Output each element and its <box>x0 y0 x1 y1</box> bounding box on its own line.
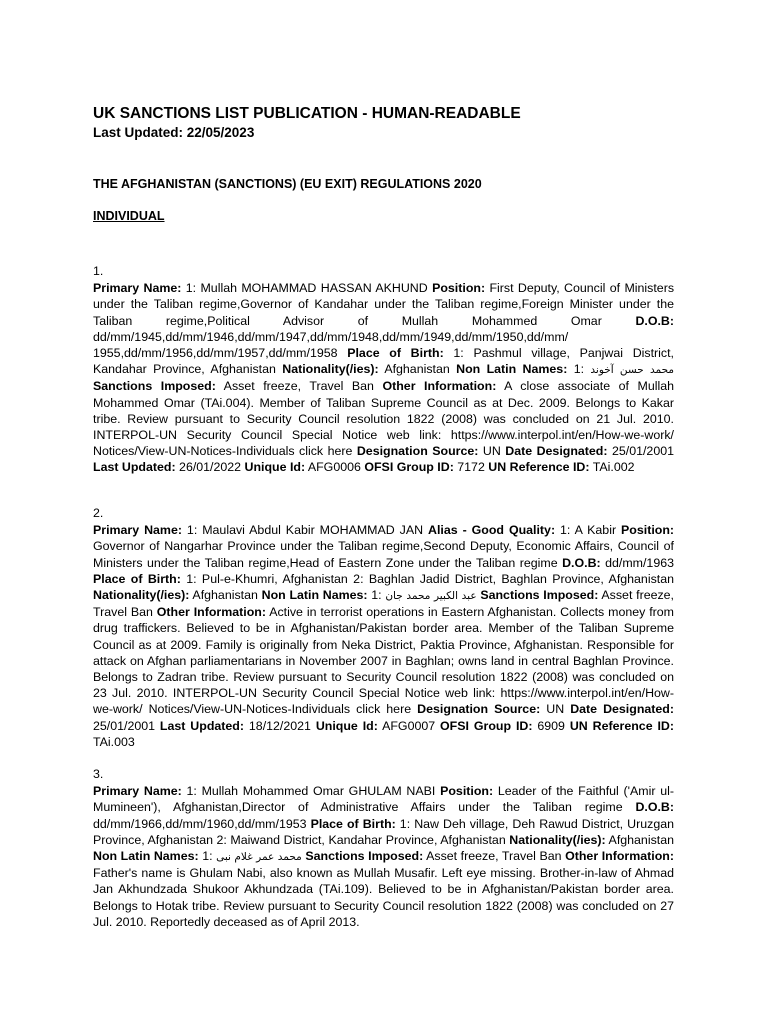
field-value: dd/mm/1966,dd/mm/1960,dd/mm/1953 <box>93 816 311 831</box>
field-label: Place of Birth: <box>310 816 396 831</box>
field-value: UN <box>540 702 571 717</box>
field-label: Date Designated: <box>505 444 608 459</box>
field-label: Primary Name: <box>93 784 182 799</box>
field-label: Sanctions Imposed: <box>480 588 599 603</box>
field-label: Other Information: <box>382 379 497 394</box>
field-value: First Deputy, Council of Ministers under the Taliban regime,Governor of Kandahar under the Taliban regime,Foreign Minister under the Taliban regime,Political Advisor of Mullah Mohammed Omar <box>93 281 675 328</box>
field-value: 26/01/2022 <box>175 460 245 475</box>
field-value: Afghanistan <box>605 832 674 847</box>
field-value: 1: <box>567 362 591 377</box>
field-value: Afghanistan <box>189 588 262 603</box>
field-value: 1: <box>367 588 386 603</box>
field-value: 25/01/2001 <box>93 718 160 733</box>
field-value: A close associate of Mullah Mohammed Omar (TAi.004). Member of Taliban Supreme Council as at Dec. 2009. Belongs to Kakar tribe. Review pursuant to Security Council resolution 1822 (2008) was concluded on 21 Jul. 2010. INTERPOL-UN Security Council Special Notice web link: https://www.interpol.int/en/How-we-work/ Notices/View-UN-Notices-Individuals click here <box>93 379 674 459</box>
field-label: Sanctions Imposed: <box>93 379 216 394</box>
field-value: 1: Mullah Mohammed Omar GHULAM NABI <box>181 784 441 799</box>
field-value: 1: Maulavi Abdul Kabir MOHAMMAD JAN <box>181 523 429 538</box>
entry-1 <box>93 263 674 476</box>
field-value: Active in terrorist operations in Eastern Afghanistan. Collects money from drug traffickers. Believed to be in Afghanistan/Pakistan border area. Member of the Taliban Supreme Council as at 2009. Family is originally from Neka District, Paktia Province, Afghanistan. Responsible for attack on Afghan parliamentarians in November 2007 in Baghlan; owns land in central Baghlan Province. Belongs to Zadran tribe. Review pursuant to Security Council resolution 1822 (2008) was concluded on 23 Jul. 2010. INTERPOL-UN Security Council Special Notice web link: https://www.interpol.int/en/How-we-work/ Notices/View-UN-Notices-Individuals click here <box>93 605 674 717</box>
field-value: 1: Mullah MOHAMMAD HASSAN AKHUND <box>181 281 433 296</box>
field-value: 1: Pul-e-Khumri, Afghanistan 2: Baghlan Jadid District, Baghlan Province, Afghanistan <box>180 571 674 586</box>
field-label: Designation Source: <box>356 444 479 459</box>
entry-body <box>93 783 674 930</box>
entry-body <box>93 280 674 475</box>
field-label: Position: <box>440 784 494 799</box>
field-label: Unique Id: <box>244 460 306 475</box>
field-value: dd/mm/1963 <box>600 555 674 570</box>
field-value: dd/mm/1945,dd/mm/1946,dd/mm/1947,dd/mm/1948,dd/mm/1949,dd/mm/1950,dd/mm/ 1955,dd/mm/1956,dd/mm/1957,dd/mm/1958 <box>93 329 569 361</box>
field-label: Nationality(/ies): <box>93 588 190 603</box>
non-latin-name: محمد حسن آخوند <box>590 364 675 377</box>
field-label: UN Reference ID: <box>569 718 675 733</box>
field-label: Non Latin Names: <box>456 362 568 377</box>
field-label: D.O.B: <box>635 800 674 815</box>
field-label: OFSI Group ID: <box>364 460 454 475</box>
section-heading: INDIVIDUAL <box>93 209 165 223</box>
field-value: Governor of Nangarhar Province under the Taliban regime,Second Deputy, Economic Affairs, Council of Ministers under the Taliban regime,Head of Eastern Zone under the Taliban regime <box>93 539 674 570</box>
field-label: Non Latin Names: <box>93 849 199 864</box>
field-label: Alias - Good Quality: <box>428 523 556 538</box>
field-label: Last Updated: <box>159 718 244 733</box>
field-value: Asset freeze, Travel Ban <box>423 849 566 864</box>
field-label: Primary Name: <box>93 281 182 296</box>
entry-number: 3. <box>93 767 104 781</box>
field-label: Place of Birth: <box>93 571 181 586</box>
field-label: Other Information: <box>156 605 266 620</box>
field-label: Place of Birth: <box>347 346 444 361</box>
field-label: Position: <box>621 523 675 538</box>
field-value: 1: Naw Deh village, Deh Rawud District, Uruzgan Province, Afghanistan 2: Maiwand District, Kandahar Province, Afghanistan <box>93 816 674 847</box>
field-value: TAi.003 <box>93 734 135 749</box>
field-value: 18/12/2021 <box>244 718 316 733</box>
field-value: 1: <box>198 849 217 864</box>
field-value: Asset freeze, Travel Ban <box>215 379 383 394</box>
field-label: Sanctions Imposed: <box>305 849 424 864</box>
field-value: 7172 <box>453 460 489 475</box>
field-value: Afghanistan <box>378 362 457 377</box>
field-label: Position: <box>432 281 486 296</box>
entry-number: 2. <box>93 506 104 520</box>
field-value: Father's name is Ghulam Nabi, also known as Mullah Musafir. Left eye missing. Brother-in-law of Ahmad Jan Akhundzada Shukoor Akhundzada (TAi.109). Believed to be in Afghanistan/Pakistan border area. Belongs to Hotak tribe. Review pursuant to Security Council resolution 1822 (2008) was concluded on 27 Jul. 2010. Reportedly deceased as of April 2013. <box>93 866 674 929</box>
entry-body <box>93 522 674 750</box>
field-label: D.O.B: <box>562 555 601 570</box>
entry-3 <box>93 766 674 930</box>
field-label: D.O.B: <box>635 313 674 328</box>
field-value: UN <box>478 444 506 459</box>
field-label: Nationality(/ies): <box>509 832 606 847</box>
field-label: Non Latin Names: <box>261 588 368 603</box>
field-value: Leader of the Faithful ('Amir ul-Mumineen'), Afghanistan,Director of Administrative Affairs under the Taliban regime <box>93 784 675 815</box>
field-label: Date Designated: <box>570 702 674 717</box>
field-label: Other Information: <box>565 849 674 864</box>
field-value: 1: A Kabir <box>555 523 622 538</box>
field-label: OFSI Group ID: <box>440 718 533 733</box>
entry-number: 1. <box>93 264 104 278</box>
document-title: UK SANCTIONS LIST PUBLICATION - HUMAN-READABLE <box>93 105 521 122</box>
field-label: Nationality(/ies): <box>282 362 379 377</box>
last-updated: Last Updated: 22/05/2023 <box>93 125 255 140</box>
field-label: Last Updated: <box>93 460 176 475</box>
non-latin-name: عبد الكبير محمد جان <box>385 590 477 603</box>
field-value: TAi.002 <box>589 460 635 475</box>
field-label: UN Reference ID: <box>488 460 590 475</box>
entry-2 <box>93 505 674 750</box>
field-label: Designation Source: <box>417 702 541 717</box>
field-label: Unique Id: <box>315 718 378 733</box>
field-value: Asset freeze, Travel Ban <box>93 588 675 620</box>
field-value: AFG0006 <box>305 460 365 475</box>
field-value: 25/01/2001 <box>607 444 674 459</box>
regime-heading: THE AFGHANISTAN (SANCTIONS) (EU EXIT) REGULATIONS 2020 <box>93 177 482 191</box>
non-latin-name: محمد عمر غلام نبی <box>216 851 302 864</box>
field-value: AFG0007 <box>377 718 441 733</box>
field-value: 6909 <box>532 718 570 733</box>
field-value: 1: Pashmul village, Panjwai District, Kandahar Province, Afghanistan <box>93 346 674 377</box>
field-label: Primary Name: <box>93 523 182 538</box>
